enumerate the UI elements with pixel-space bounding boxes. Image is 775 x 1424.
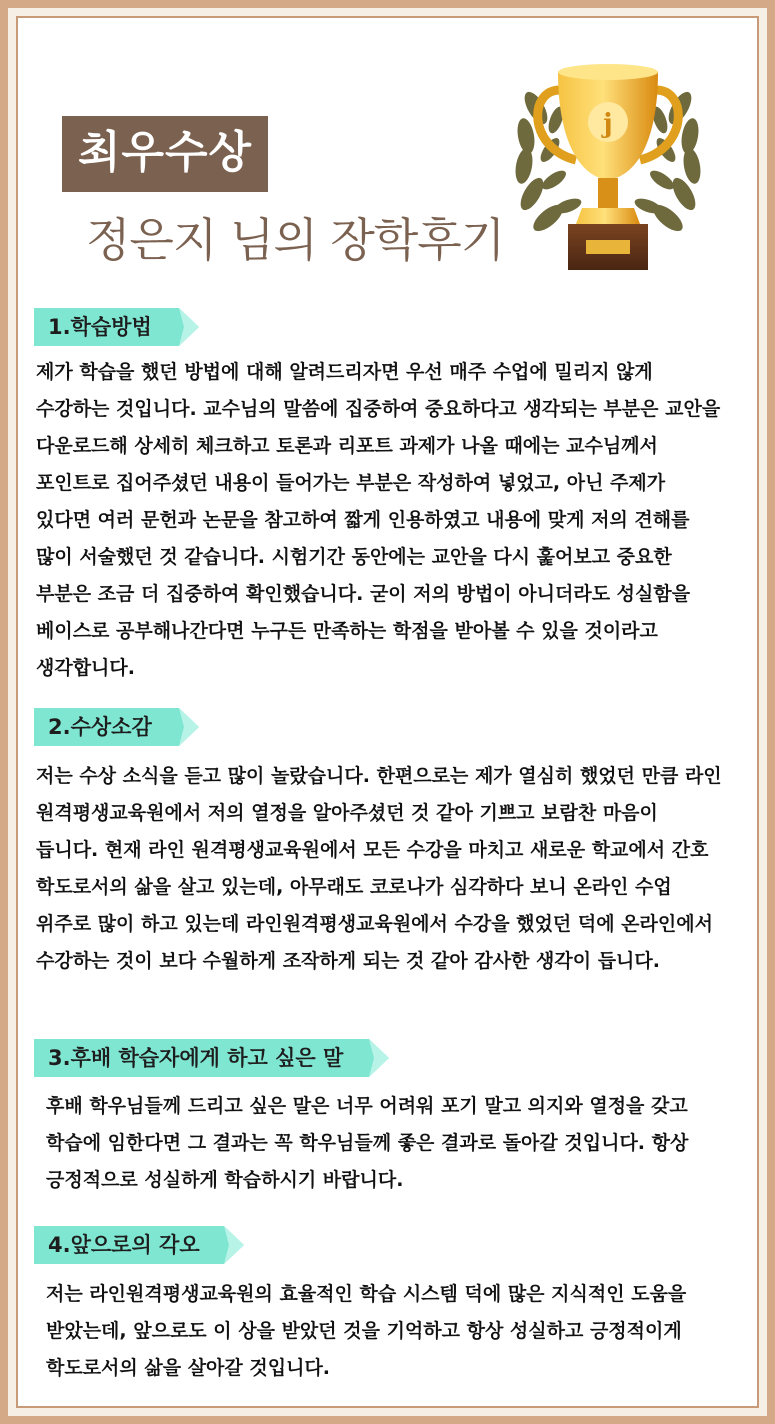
section-heading-study-method [34,308,199,346]
svg-text:j: j [603,109,613,139]
award-badge: 최우수상 [62,116,268,192]
trophy-icon [498,48,718,278]
section-title: 3.후배 학습자에게 하고 싶은 말 [48,1046,344,1070]
section-heading-advice [34,1039,389,1077]
frame-inner [8,8,767,1416]
page-title: 정은지 님의 장학후기 [86,213,505,267]
section-title: 1.학습방법 [48,315,152,339]
section-body-resolution: 저는 라인원격평생교육원의 효율적인 학습 시스템 덕에 많은 지식적인 도움을 받았는데, 앞으로도 이 상을 받았던 것을 기억하고 항상 성실하고 긍정적이게 학도로서의 삶을 살아갈 것입니다. [46,1283,687,1379]
section-body-study-method: 제가 학습을 했던 방법에 대해 알려드리자면 우선 매주 수업에 밀리지 않게 수강하는 것입니다. 교수님의 말씀에 집중하여 중요하다고 생각되는 부분은 교안을 다운로드해 상세히 체크하고 토론과 리포트 과제가 나올 때에는 교수님께서 포인트로 집어주셨던 내용이 들어가는 부분은 작성하여 넣었고, 아닌 주제가 있다면 여러 문헌과 논문을 참고하여 짧게 인용하였고 내용에 맞게 저의 견해를 많이 서술했던 것 같습니다. 시험기간 동안에는 교안을 다시 훑어보고 중요한 부분은 조금 더 집중하여 확인했습니다. 굳이 저의 방법이 아니더라도 성실함을 베이스로 공부해나간다면 누구든 만족하는 학점을 받아볼 수 있을 것이라고 생각합니다. [36,361,721,679]
section-title: 4.앞으로의 각오 [48,1233,200,1257]
review-card [16,16,759,1408]
section-heading-resolution [34,1226,244,1264]
section-body-award-impression: 저는 수상 소식을 듣고 많이 놀랐습니다. 한편으로는 제가 열심히 했었던 만큼 라인 원격평생교육원에서 저의 열정을 알아주셨던 것 같아 기쁘고 보람찬 마음이 듭니다. 현재 라인 원격평생교육원에서 모든 수강을 마치고 새로운 학교에서 간호 학도로서의 삶을 살고 있는데, 아무래도 코로나가 심각하다 보니 온라인 수업 위주로 많이 하고 있는데 라인원격평생교육원에서 수강을 했었던 덕에 온라인에서 수강하는 것이 보다 수월하게 조작하게 되는 것 같아 감사한 생각이 듭니다. [36,765,722,972]
section-body-advice: 후배 학우님들께 드리고 싶은 말은 너무 어려워 포기 말고 의지와 열정을 갖고 학습에 임한다면 그 결과는 꼭 학우님들께 좋은 결과로 돌아갈 것입니다. 항상 긍정적으로 성실하게 학습하시기 바랍니다. [46,1095,689,1191]
section-heading-award-impression [34,708,199,746]
section-title: 2.수상소감 [48,715,152,739]
